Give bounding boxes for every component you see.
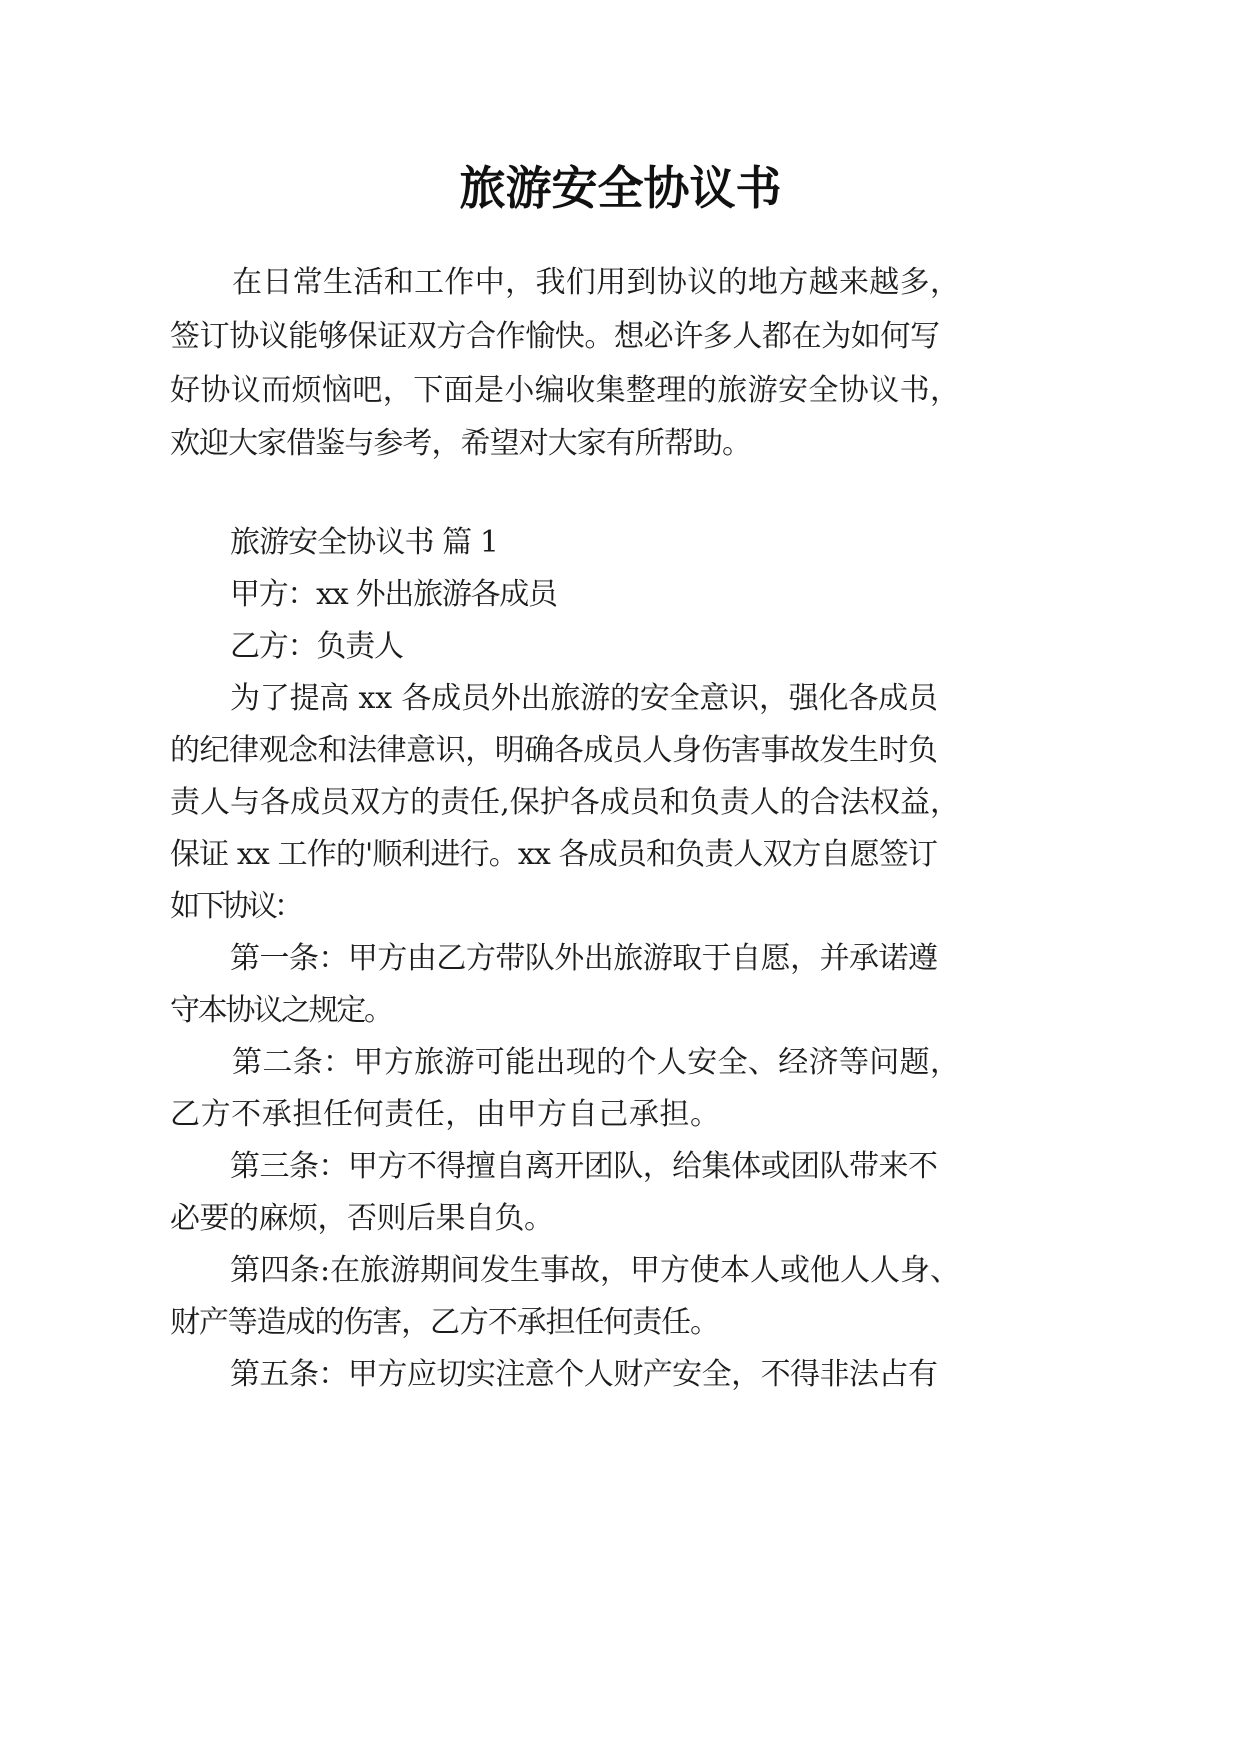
preamble-line-2: 的纪律观念和法律意识，明确各成员人身伤害事故发生时负: [170, 733, 938, 768]
article-4-line-1: 第四条:在旅游期间发生事故，甲方使本人或他人人身、: [230, 1253, 960, 1288]
section-heading: 旅游安全协议书 篇 1: [230, 525, 498, 560]
preamble-line-5: 如下协议：: [170, 889, 300, 924]
intro-line-3: 好协议而烦恼吧，下面是小编收集整理的旅游安全协议书，: [170, 373, 961, 408]
intro-line-4: 欢迎大家借鉴与参考，希望对大家有所帮助。: [170, 426, 752, 461]
document-title: 旅游安全协议书: [459, 161, 782, 215]
preamble-line-4: 保证 xx 工作的'顺利进行。xx 各成员和负责人双方自愿签订: [170, 837, 938, 872]
intro-line-2: 签订协议能够保证双方合作愉快。想必许多人都在为如何写: [170, 319, 940, 354]
article-5-line-1: 第五条：甲方应切实注意个人财产安全，不得非法占有: [230, 1357, 938, 1392]
article-3-line-1: 第三条：甲方不得擅自离开团队，给集体或团队带来不: [230, 1149, 938, 1184]
article-3-line-2: 必要的麻烦，否则后果自负。: [170, 1201, 554, 1236]
article-1-line-2: 守本协议之规定。: [170, 993, 392, 1028]
party-a-line: 甲方：xx 外出旅游各成员: [230, 577, 557, 612]
preamble-line-1: 为了提高 xx 各成员外出旅游的安全意识，强化各成员: [230, 681, 938, 716]
article-4-line-2: 财产等造成的伤害，乙方不承担任何责任。: [170, 1305, 719, 1340]
intro-line-1: 在日常生活和工作中，我们用到协议的地方越来越多，: [232, 265, 961, 300]
party-b-line: 乙方：负责人: [230, 629, 403, 664]
article-2-line-1: 第二条：甲方旅游可能出现的个人安全、经济等问题，: [232, 1045, 961, 1080]
article-1-line-1: 第一条：甲方由乙方带队外出旅游取于自愿，并承诺遵: [230, 941, 938, 976]
article-2-line-2: 乙方不承担任何责任，由甲方自己承担。: [170, 1097, 721, 1132]
preamble-line-3: 责人与各成员双方的责任,保护各成员和负责人的合法权益，: [170, 785, 961, 820]
